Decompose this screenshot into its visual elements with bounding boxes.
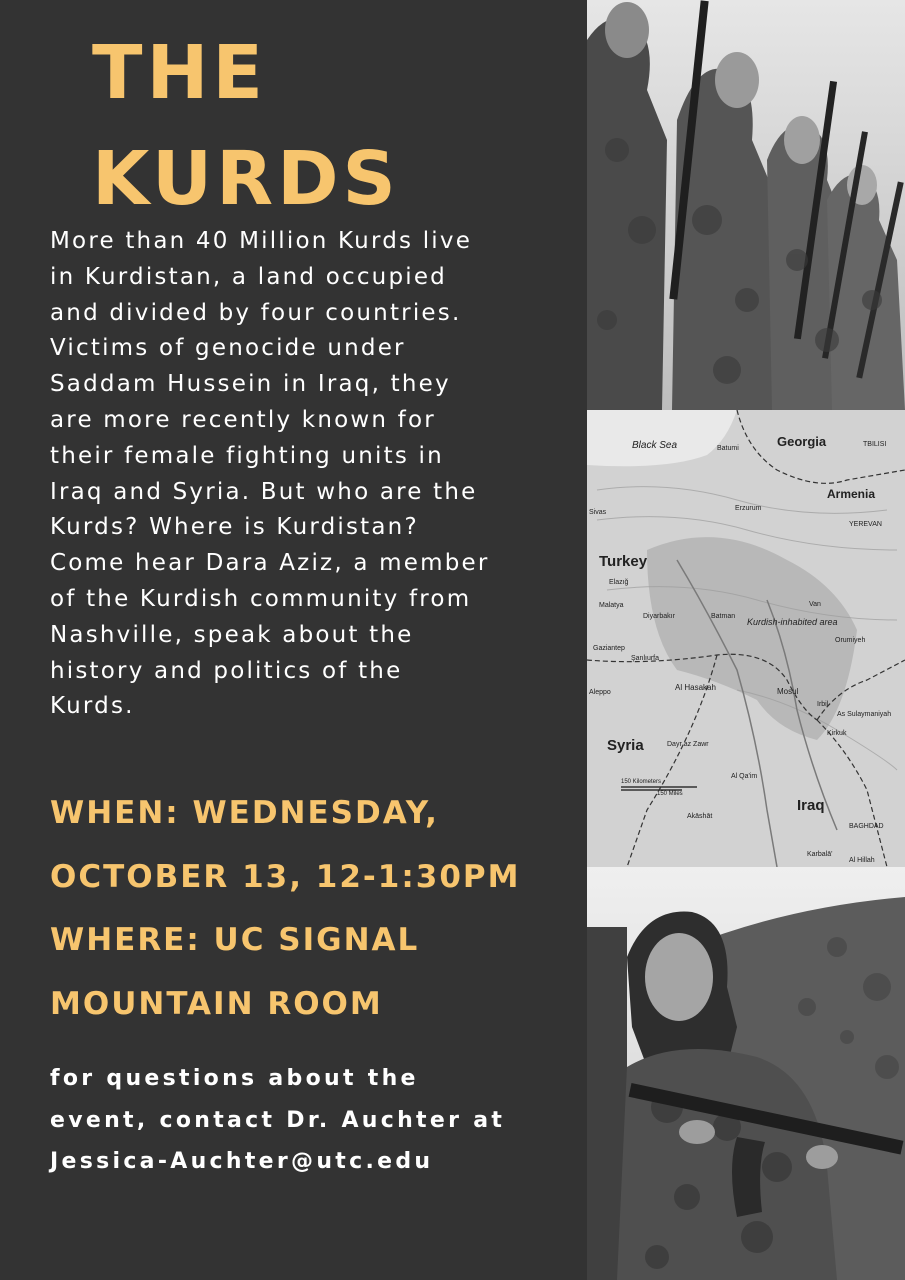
map-label-dayr-az-zawr: Dayr az Zawr: [667, 741, 709, 748]
map-label-erzurum: Erzurum: [735, 505, 762, 512]
description-line: Come hear Dara Aziz, a member: [50, 550, 490, 577]
description-line: of the Kurdish community from: [50, 585, 472, 612]
map-label-sivas: Sivas: [589, 509, 607, 516]
contact-email: Jessica-Auchter@utc.edu: [50, 1149, 434, 1174]
description-line: Victims of genocide under: [50, 335, 406, 362]
young-fighter-illustration: [587, 867, 905, 1280]
title-line-kurds: KURDS: [92, 136, 400, 222]
map-label-van: Van: [809, 601, 821, 608]
description-line: in Kurdistan, a land occupied: [50, 263, 447, 290]
map-label-scale-km: 150 Kilometers: [621, 779, 662, 785]
map-label-black-sea: Black Sea: [632, 440, 678, 451]
kurdistan-map: [587, 410, 905, 867]
map-label-georgia: Georgia: [777, 434, 827, 449]
description-line: are more recently known for: [50, 406, 436, 433]
map-label-al-hillah: Al Hillah: [849, 857, 875, 864]
map-label-batman: Batman: [711, 613, 736, 620]
contact-line: for questions about the: [50, 1066, 419, 1091]
description-line: Iraq and Syria. But who are the: [50, 478, 478, 505]
description-line: Kurds? Where is Kurdistan?: [50, 514, 419, 541]
map-label-scale-mi: 150 Miles: [657, 791, 683, 797]
young-fighter-photo: [587, 867, 905, 1280]
description-line: Nashville, speak about the: [50, 621, 414, 648]
map-label-orumiyeh: Orumiyeh: [835, 637, 866, 644]
map-label-armenia: Armenia: [827, 487, 876, 501]
event-date-time: OCTOBER 13, 12-1:30PM: [50, 858, 521, 895]
description-line: Kurds.: [50, 693, 135, 720]
description-line: their female fighting units in: [50, 442, 444, 469]
map-label-al-qaim: Al Qa'im: [731, 773, 758, 780]
kurdistan-map-illustration: [587, 410, 905, 867]
map-label-diyarbakir: Diyarbakır: [643, 613, 675, 620]
event-where-label: WHERE: UC SIGNAL: [50, 922, 420, 958]
description-line: Saddam Hussein in Iraq, they: [50, 371, 451, 398]
map-label-turkey: Turkey: [599, 553, 648, 570]
description-line: and divided by four countries.: [50, 299, 462, 326]
map-label-iraq: Iraq: [797, 797, 825, 814]
contact-info: [50, 1058, 580, 1183]
map-label-karbala: Karbalā': [807, 851, 833, 858]
map-label-batumi: Batumi: [717, 445, 739, 452]
map-label-tbilisi: TBILISI: [863, 441, 887, 448]
map-label-kirkuk: Kirkuk: [827, 730, 847, 737]
female-fighters-illustration: [587, 0, 905, 410]
event-when-label: WHEN: WEDNESDAY,: [50, 795, 439, 831]
description-line: history and politics of the: [50, 657, 403, 684]
map-label-sanliurfa: Şanlıurfa: [631, 655, 660, 662]
map-label-akashat: Akāshāt: [687, 813, 713, 820]
map-label-al-hasakah: Al Hasakah: [675, 683, 716, 692]
map-label-yerevan: YEREVAN: [849, 521, 882, 528]
title-line-the: THE: [92, 30, 267, 116]
map-label-aleppo: Aleppo: [589, 689, 611, 696]
map-label-gaziantep: Gaziantep: [593, 645, 625, 652]
event-details: [50, 782, 580, 1036]
map-label-kurdish-area: Kurdish-inhabited area: [747, 617, 838, 627]
map-label-irbil: Irbil: [817, 701, 829, 708]
event-room: MOUNTAIN ROOM: [50, 985, 383, 1022]
contact-line: event, contact Dr. Auchter at: [50, 1107, 506, 1133]
map-label-malatya: Malatya: [599, 602, 624, 609]
map-label-syria: Syria: [607, 737, 644, 754]
map-label-as-sulaymaniyah: As Sulaymaniyah: [837, 711, 892, 718]
map-label-baghdad: BAGHDAD: [849, 823, 884, 830]
description-line: More than 40 Million Kurds live: [50, 228, 473, 254]
description-paragraph: [50, 224, 580, 725]
map-label-mosul: Mosul: [777, 687, 799, 696]
female-fighters-photo: [587, 0, 905, 410]
map-label-elazig: Elazığ: [609, 579, 629, 586]
